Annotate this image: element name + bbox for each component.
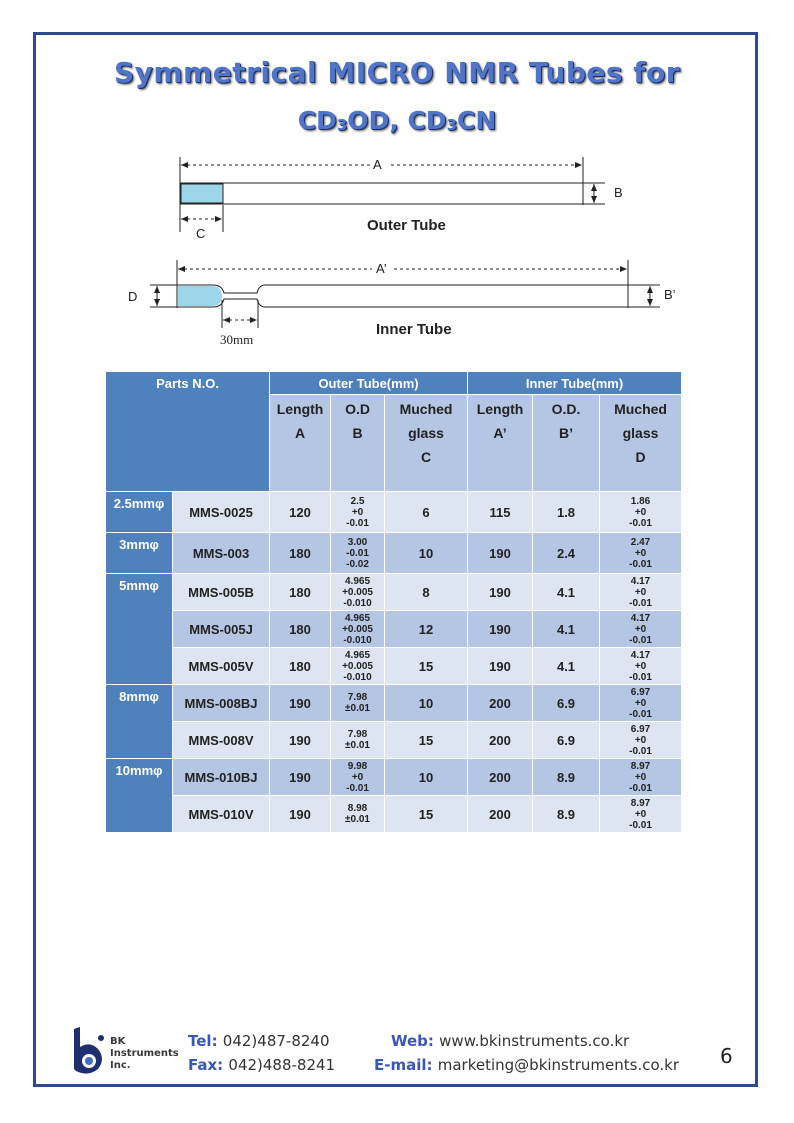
col-outer-length: Length A	[270, 395, 331, 492]
outer-length: 190	[270, 796, 331, 833]
outer-glass: 15	[385, 796, 468, 833]
outer-tube-drawing	[180, 156, 623, 241]
size-label: 10mmφ	[106, 759, 173, 833]
table-row	[106, 533, 682, 574]
inner-glass: 6.97 +0 -0.01	[600, 722, 682, 759]
col-inner-glass: Muched glass D	[600, 395, 682, 492]
outer-glass: 15	[385, 648, 468, 685]
outer-length: 180	[270, 533, 331, 574]
dim-label-30mm: 30mm	[220, 332, 254, 347]
outer-glass: 15	[385, 722, 468, 759]
table-row	[106, 611, 682, 648]
table-row	[106, 796, 682, 833]
company-name: BK Instruments Inc.	[110, 1036, 179, 1071]
inner-glass: 4.17 +0 -0.01	[600, 611, 682, 648]
part-number: MMS-005J	[173, 611, 270, 648]
size-label: 8mmφ	[106, 685, 173, 759]
outer-od: 3.00 -0.01 -0.02	[331, 533, 385, 574]
inner-od: 4.1	[533, 574, 600, 611]
outer-glass: 12	[385, 611, 468, 648]
outer-glass: 10	[385, 759, 468, 796]
page-title: Symmetrical MICRO NMR Tubes for	[113, 56, 681, 89]
outer-tube-header: Outer Tube(mm)	[270, 372, 468, 395]
inner-length: 190	[468, 611, 533, 648]
part-number: MMS-008V	[173, 722, 270, 759]
fax-number: 042)488-8241	[228, 1056, 336, 1074]
size-label: 2.5mmφ	[106, 492, 173, 533]
outer-od: 4.965 +0.005 -0.010	[331, 611, 385, 648]
col-inner-od: O.D. B’	[533, 395, 600, 492]
inner-length: 200	[468, 796, 533, 833]
outer-od: 4.965 +0.005 -0.010	[331, 574, 385, 611]
inner-glass: 4.17 +0 -0.01	[600, 648, 682, 685]
part-number: MMS-0025	[173, 492, 270, 533]
dim-label-b-prime: B’	[664, 287, 676, 302]
inner-length: 115	[468, 492, 533, 533]
part-number: MMS-005V	[173, 648, 270, 685]
inner-length: 190	[468, 574, 533, 611]
inner-od: 6.9	[533, 722, 600, 759]
table-row	[106, 685, 682, 722]
outer-length: 190	[270, 722, 331, 759]
footer	[0, 1020, 794, 1080]
inner-tube-header: Inner Tube(mm)	[468, 372, 682, 395]
parts-header: Parts N.O.	[106, 372, 270, 492]
outer-length: 120	[270, 492, 331, 533]
part-number: MMS-010V	[173, 796, 270, 833]
outer-od: 7.98 ±0.01	[331, 722, 385, 759]
part-number: MMS-003	[173, 533, 270, 574]
web-link[interactable]: www.bkinstruments.co.kr	[439, 1032, 630, 1050]
table-row	[106, 492, 682, 533]
table-row	[106, 759, 682, 796]
table-row	[106, 722, 682, 759]
dim-label-d: D	[128, 289, 138, 304]
tube-diagram	[0, 0, 794, 370]
inner-od: 2.4	[533, 533, 600, 574]
inner-glass: 4.17 +0 -0.01	[600, 574, 682, 611]
spec-table	[105, 371, 682, 833]
outer-od: 9.98 +0 -0.01	[331, 759, 385, 796]
inner-glass: 2.47 +0 -0.01	[600, 533, 682, 574]
part-number: MMS-008BJ	[173, 685, 270, 722]
inner-od: 8.9	[533, 796, 600, 833]
outer-length: 190	[270, 759, 331, 796]
outer-length: 190	[270, 685, 331, 722]
outer-od: 2.5 +0 -0.01	[331, 492, 385, 533]
outer-od: 8.98 ±0.01	[331, 796, 385, 833]
outer-glass: 6	[385, 492, 468, 533]
table-row	[106, 648, 682, 685]
web-line: Web: www.bkinstruments.co.kr	[391, 1032, 630, 1050]
outer-length: 180	[270, 611, 331, 648]
dim-label-c: C	[196, 226, 206, 241]
inner-od: 4.1	[533, 648, 600, 685]
email-line: E-mail: marketing@bkinstruments.co.kr	[374, 1056, 680, 1074]
outer-length: 180	[270, 574, 331, 611]
page-number: 6	[720, 1044, 733, 1068]
inner-tube-caption: Inner Tube	[376, 321, 452, 338]
outer-glass: 10	[385, 533, 468, 574]
bk-logo-icon	[70, 1025, 110, 1079]
inner-length: 190	[468, 533, 533, 574]
inner-od: 4.1	[533, 611, 600, 648]
outer-od: 7.98 ±0.01	[331, 685, 385, 722]
inner-length: 200	[468, 722, 533, 759]
inner-glass: 6.97 +0 -0.01	[600, 685, 682, 722]
dim-label-b: B	[614, 185, 623, 200]
part-number: MMS-010BJ	[173, 759, 270, 796]
inner-od: 6.9	[533, 685, 600, 722]
outer-tube-caption: Outer Tube	[367, 217, 446, 234]
inner-tube-drawing	[128, 260, 676, 347]
outer-glass: 10	[385, 685, 468, 722]
inner-length: 190	[468, 648, 533, 685]
tel-line: Tel: 042)487-8240	[188, 1032, 330, 1050]
outer-length: 180	[270, 648, 331, 685]
inner-glass: 8.97 +0 -0.01	[600, 759, 682, 796]
outer-glass: 8	[385, 574, 468, 611]
inner-length: 200	[468, 685, 533, 722]
size-label: 3mmφ	[106, 533, 173, 574]
part-number: MMS-005B	[173, 574, 270, 611]
col-outer-glass: Muched glass C	[385, 395, 468, 492]
email-link[interactable]: marketing@bkinstruments.co.kr	[437, 1056, 680, 1074]
inner-od: 1.8	[533, 492, 600, 533]
table-row	[106, 574, 682, 611]
col-outer-od: O.D B	[331, 395, 385, 492]
page-subtitle: $CD_3OD$, $CD_3CN$	[297, 106, 497, 135]
fax-line: Fax: 042)488-8241	[188, 1056, 336, 1074]
inner-glass: 1.86 +0 -0.01	[600, 492, 682, 533]
size-label: 5mmφ	[106, 574, 173, 685]
inner-length: 200	[468, 759, 533, 796]
dim-label-a: A	[373, 157, 382, 172]
inner-glass: 8.97 +0 -0.01	[600, 796, 682, 833]
outer-od: 4.965 +0.005 -0.010	[331, 648, 385, 685]
inner-od: 8.9	[533, 759, 600, 796]
dim-label-a-prime: A’	[376, 261, 387, 276]
tel-number: 042)487-8240	[222, 1032, 330, 1050]
col-inner-length: Length A’	[468, 395, 533, 492]
